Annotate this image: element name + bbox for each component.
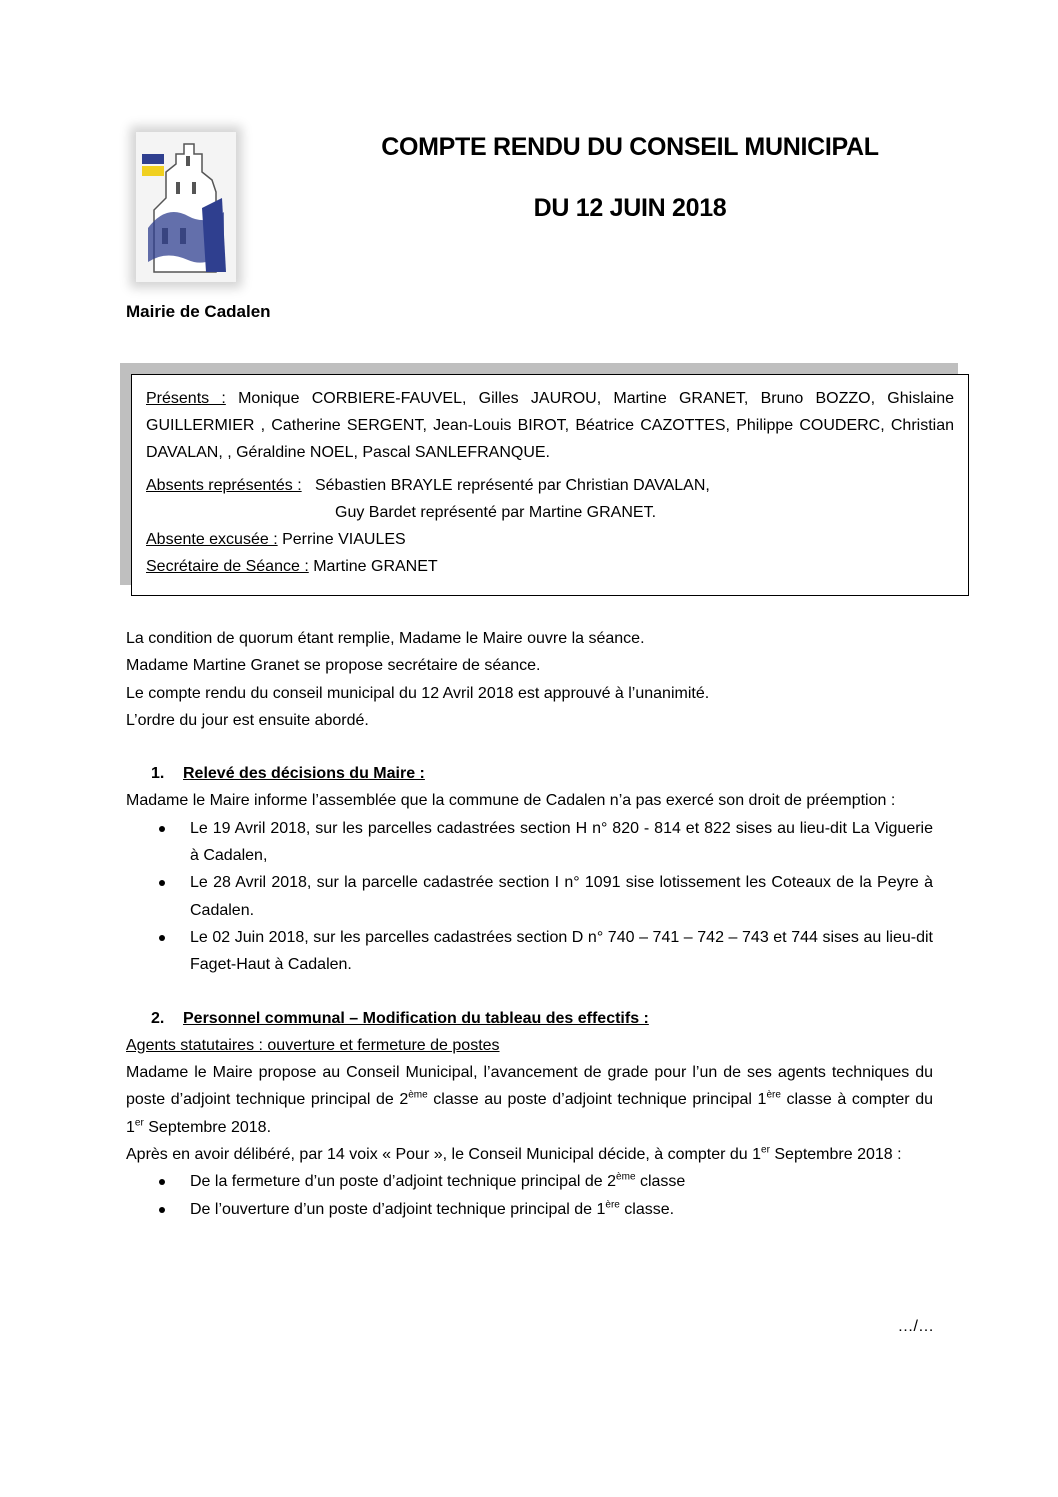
section-2-title: Personnel communal – Modification du tableau des effectifs : xyxy=(183,1009,649,1027)
continuation-marker: …/… xyxy=(897,1318,934,1335)
section-1-title: Relevé des décisions du Maire : xyxy=(183,765,425,783)
intro-line: L’ordre du jour est ensuite abordé. xyxy=(126,711,369,729)
mairie-logo xyxy=(136,132,236,282)
section-2-paragraph-1: Madame le Maire propose au Conseil Municipal, l’avancement de grade pour l’un de ses agents techniques du poste d’adjoint technique principal de 2ème classe au poste d’adjoint technique principal 1ère classe à compter du 1er Septembre 2018. xyxy=(126,1064,933,1136)
list-item: De l’ouverture d’un poste d’adjoint technique principal de 1ère classe. xyxy=(126,1196,933,1223)
intro-line: Madame Martine Granet se propose secrétaire de séance. xyxy=(126,657,541,675)
absents-label: Absents représentés : xyxy=(146,477,302,494)
excusee-paragraph xyxy=(146,526,954,553)
section-2-list xyxy=(126,1168,933,1223)
section-1-number: 1. xyxy=(151,765,165,783)
absents-paragraph xyxy=(146,472,954,499)
secretaire-label: Secrétaire de Séance : xyxy=(146,558,309,575)
list-item: Le 02 Juin 2018, sur les parcelles cadastrées section D n° 740 – 741 – 742 – 743 et 744 sises au lieu-dit Faget-Haut à Cadalen. xyxy=(126,924,933,979)
bullet-icon xyxy=(159,880,165,886)
bullet-icon xyxy=(159,1207,165,1213)
page-title: COMPTE RENDU DU CONSEIL MUNICIPAL xyxy=(381,133,879,161)
secretaire-text: Martine GRANET xyxy=(308,558,438,575)
section-2-subtitle: Agents statutaires : ouverture et fermeture de postes xyxy=(126,1036,500,1054)
presents-label: Présents : xyxy=(146,390,226,407)
mairie-name: Mairie de Cadalen xyxy=(126,302,271,321)
bullet-icon xyxy=(159,1179,165,1185)
secretaire-paragraph xyxy=(146,553,954,580)
bullet-icon xyxy=(159,935,165,941)
section-1-list xyxy=(126,815,933,979)
section-2-number: 2. xyxy=(151,1009,165,1027)
attendance-box xyxy=(131,374,969,596)
bullet-icon xyxy=(159,826,165,832)
church-logo-icon xyxy=(136,132,236,282)
list-item: De la fermeture d’un poste d’adjoint technique principal de 2ème classe xyxy=(126,1168,933,1195)
intro-line: Le compte rendu du conseil municipal du 12 Avril 2018 est approuvé à l’unanimité. xyxy=(126,684,710,702)
page-subtitle-date: DU 12 JUIN 2018 xyxy=(533,194,727,222)
list-item: Le 19 Avril 2018, sur les parcelles cadastrées section H n° 820 - 814 et 822 sises au lieu-dit La Viguerie à Cadalen, xyxy=(126,815,933,870)
document-body xyxy=(126,625,933,1223)
excusee-text: Perrine VIAULES xyxy=(277,531,406,548)
section-2-paragraph-2: Après en avoir délibéré, par 14 voix « Pour », le Conseil Municipal décide, à compter du 1er Septembre 2018 : xyxy=(126,1144,902,1164)
presents-paragraph xyxy=(146,385,954,466)
absents-line1: Sébastien BRAYLE représenté par Christian DAVALAN, xyxy=(301,477,710,494)
section-1-intro: Madame le Maire informe l’assemblée que la commune de Cadalen n’a pas exercé son droit de préemption : xyxy=(126,792,896,810)
absents-line2: Guy Bardet représenté par Martine GRANET. xyxy=(335,504,657,521)
section-1-heading xyxy=(126,760,933,787)
presents-text: Monique CORBIERE-FAUVEL, Gilles JAUROU, Martine GRANET, Bruno BOZZO, Ghislaine GUILLERMIER , Catherine SERGENT, Jean-Louis BIROT, Béatrice CAZOTTES, Philippe COUDERC, Christian DAVALAN, , Géraldine NOEL, Pascal SANLEFRANQUE. xyxy=(146,390,955,461)
excusee-label: Absente excusée : xyxy=(146,531,278,548)
section-2-heading xyxy=(126,1005,933,1032)
list-item: Le 28 Avril 2018, sur la parcelle cadastrée section I n° 1091 sise lotissement les Coteaux de la Peyre à Cadalen. xyxy=(126,869,933,924)
intro-line: La condition de quorum étant remplie, Madame le Maire ouvre la séance. xyxy=(126,630,645,647)
